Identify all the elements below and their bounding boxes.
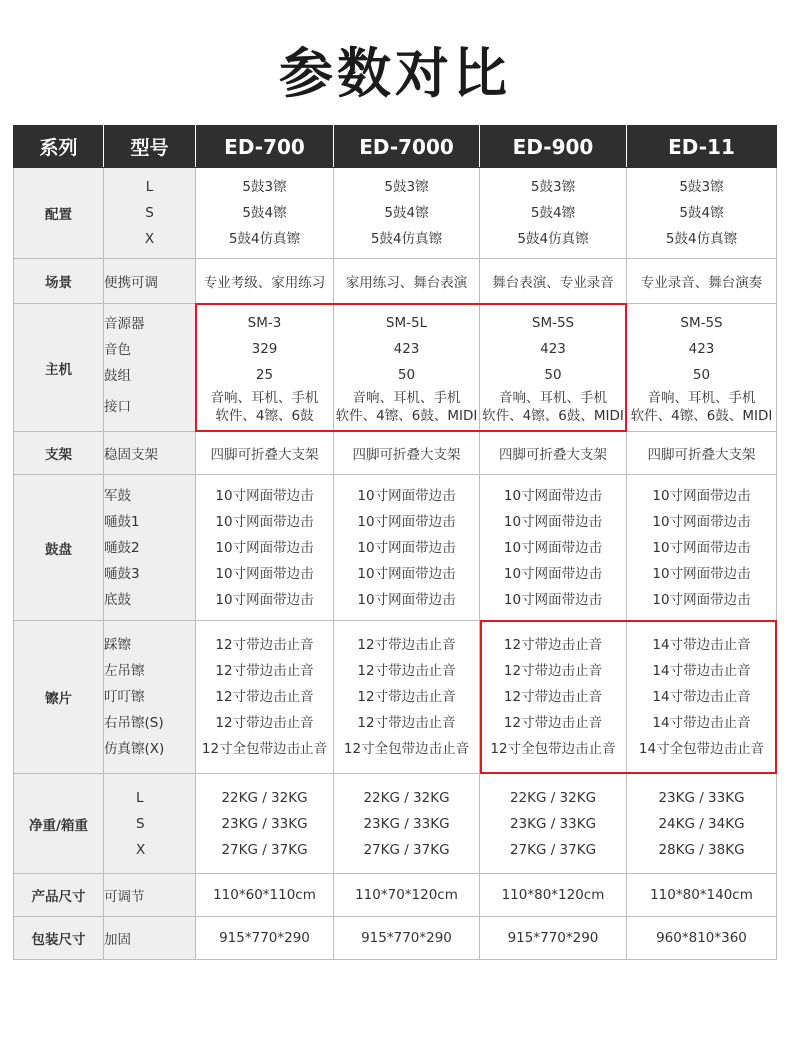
cell-main-ed900 (480, 304, 627, 432)
cell-value: 5鼓3镲 (384, 179, 429, 195)
cell-value: 10寸网面带边击 (357, 487, 456, 504)
cell-value: 423 (393, 341, 420, 357)
cell-value: 27KG / 37KG (509, 841, 597, 858)
cell-value: 14寸带边击止音 (652, 689, 751, 705)
cell-value: 12寸带边击止音 (215, 715, 314, 731)
cell-pads-ed7000 (334, 475, 480, 621)
row-cymbals (14, 621, 777, 774)
sub-cymbals (104, 621, 196, 774)
cell-value: 音响、耳机、手机 (499, 390, 607, 406)
cell-value: 14寸带边击止音 (652, 637, 751, 653)
cell-scene-ed7000: 家用练习、舞台表演 (334, 259, 480, 304)
cell-config-ed700 (196, 168, 334, 259)
cell-scene-ed700: 专业考级、家用练习 (196, 259, 334, 304)
cell-value: SM-3 (247, 315, 282, 331)
cell-value: 22KG / 32KG (221, 789, 308, 806)
cell-value: 22KG / 32KG (509, 789, 597, 806)
cell-package-ed11: 960*810*360 (627, 917, 777, 960)
cell-value: 12寸带边击止音 (357, 663, 456, 679)
sub-label: 叮叮镲 (104, 689, 145, 705)
cell-value: 14寸全包带边击止音 (638, 741, 765, 757)
cell-value: 23KG / 33KG (509, 815, 597, 832)
sub-label: 右吊镲(S) (104, 715, 164, 731)
cell-pads-ed900 (480, 475, 627, 621)
cell-value: 5鼓4镲 (679, 205, 724, 221)
page-title: 参数对比 (279, 42, 511, 105)
row-main (14, 304, 777, 432)
cell-value: 27KG / 37KG (363, 841, 450, 858)
cell-value: 10寸网面带边击 (503, 591, 603, 608)
category-size: 产品尺寸 (14, 874, 104, 917)
cell-value: 软件、4镲、6鼓、MIDI (482, 408, 624, 424)
category-package: 包装尺寸 (14, 917, 104, 960)
sub-scene: 便携可调 (104, 259, 196, 304)
cell-value: 软件、4镲、6鼓 (215, 408, 314, 424)
cell-value: 12寸带边击止音 (503, 715, 603, 731)
cell-value: SM-5L (385, 315, 428, 331)
cell-value: 22KG / 32KG (363, 789, 450, 806)
cell-weight-ed11 (627, 774, 777, 874)
sub-label: 踩镲 (104, 637, 131, 653)
sub-label: 底鼓 (104, 591, 131, 608)
sub-label: S (136, 815, 145, 832)
cell-scene-ed11: 专业录音、舞台演奏 (627, 259, 777, 304)
cell-value: 5鼓3镲 (242, 179, 287, 195)
cell-value: 329 (251, 341, 278, 357)
cell-stand-ed11: 四脚可折叠大支架 (627, 432, 777, 475)
row-pads (14, 475, 777, 621)
cell-value: 12寸带边击止音 (503, 663, 603, 679)
cell-size-ed900: 110*80*120cm (480, 874, 627, 917)
cell-value: 12寸带边击止音 (357, 715, 456, 731)
cell-value: 5鼓4仿真镲 (517, 231, 589, 247)
cell-value: 50 (544, 367, 562, 383)
cell-value: 14寸带边击止音 (652, 663, 751, 679)
cell-value: 10寸网面带边击 (215, 565, 314, 582)
sub-label: 仿真镲(X) (104, 741, 165, 757)
cell-value: 12寸带边击止音 (503, 689, 603, 705)
sub-stand: 稳固支架 (104, 432, 196, 475)
series-header: 系列 (14, 126, 104, 168)
cell-value: 10寸网面带边击 (503, 487, 603, 504)
cell-value: 10寸网面带边击 (215, 487, 314, 504)
cell-cymbals-ed900 (480, 621, 627, 774)
cell-value: SM-5S (531, 315, 575, 331)
cell-value: 27KG / 37KG (221, 841, 308, 858)
category-weight: 净重/箱重 (14, 774, 104, 874)
header-row (14, 126, 777, 168)
cell-stand-ed900: 四脚可折叠大支架 (480, 432, 627, 475)
cell-value: 音响、耳机、手机 (647, 390, 756, 406)
cell-value: 软件、4镲、6鼓、MIDI (335, 408, 478, 424)
category-scene: 场景 (14, 259, 104, 304)
cell-main-ed7000 (334, 304, 480, 432)
cell-weight-ed700 (196, 774, 334, 874)
sub-config (104, 168, 196, 259)
cell-value: 5鼓4仿真镲 (370, 231, 443, 247)
cell-value: 10寸网面带边击 (503, 513, 603, 530)
sub-label: 鼓组 (104, 367, 131, 384)
cell-value: 10寸网面带边击 (357, 591, 456, 608)
sub-label: L (145, 179, 154, 195)
row-config (14, 168, 777, 259)
cell-package-ed7000: 915*770*290 (334, 917, 480, 960)
category-pads: 鼓盘 (14, 475, 104, 621)
sub-label: 嗵鼓1 (104, 513, 140, 530)
cell-value: 14寸带边击止音 (652, 715, 751, 731)
model-header-ed7000: ED-7000 (334, 126, 480, 168)
cell-value: 10寸网面带边击 (215, 591, 314, 608)
category-stand: 支架 (14, 432, 104, 475)
spec-comparison-table (13, 125, 777, 960)
sub-label: S (145, 205, 154, 221)
cell-value: 10寸网面带边击 (357, 513, 456, 530)
cell-cymbals-ed700 (196, 621, 334, 774)
cell-value: 10寸网面带边击 (503, 539, 603, 556)
cell-package-ed700: 915*770*290 (196, 917, 334, 960)
sub-weight (104, 774, 196, 874)
sub-size: 可调节 (104, 874, 196, 917)
sub-label: X (144, 231, 155, 247)
cell-value: 5鼓4镲 (530, 205, 576, 221)
cell-value: 10寸网面带边击 (652, 513, 751, 530)
cell-cymbals-ed7000 (334, 621, 480, 774)
sub-label: X (136, 841, 146, 858)
cell-scene-ed900: 舞台表演、专业录音 (480, 259, 627, 304)
cell-value: 5鼓3镲 (530, 179, 576, 195)
category-main: 主机 (14, 304, 104, 432)
cell-value: 25 (255, 367, 274, 383)
cell-value: 软件、4镲、6鼓、MIDI (630, 408, 773, 424)
sub-label: 嗵鼓3 (104, 565, 140, 582)
cell-value: 10寸网面带边击 (357, 539, 456, 556)
cell-value: 音响、耳机、手机 (210, 390, 319, 406)
row-size (14, 874, 777, 917)
cell-main-ed11 (627, 304, 777, 432)
row-stand (14, 432, 777, 475)
cell-value: 10寸网面带边击 (652, 487, 751, 504)
cell-value: 10寸网面带边击 (652, 565, 751, 582)
cell-value: 50 (397, 367, 416, 383)
cell-config-ed7000 (334, 168, 480, 259)
cell-size-ed11: 110*80*140cm (627, 874, 777, 917)
cell-config-ed11 (627, 168, 777, 259)
cell-value: 12寸带边击止音 (357, 689, 456, 705)
row-weight (14, 774, 777, 874)
model-header-ed11: ED-11 (627, 126, 777, 168)
cell-value: SM-5S (680, 315, 723, 331)
cell-stand-ed700: 四脚可折叠大支架 (196, 432, 334, 475)
cell-value: 12寸全包带边击止音 (201, 741, 328, 757)
cell-main-ed700 (196, 304, 334, 432)
cell-value: 5鼓4仿真镲 (228, 231, 301, 247)
sub-label: L (136, 789, 144, 806)
cell-value: 50 (692, 367, 711, 383)
cell-value: 5鼓3镲 (679, 179, 724, 195)
cell-value: 12寸全包带边击止音 (490, 741, 616, 757)
cell-size-ed700: 110*60*110cm (196, 874, 334, 917)
sub-label: 左吊镲 (104, 663, 145, 679)
cell-value: 23KG / 33KG (363, 815, 450, 832)
cell-value: 12寸带边击止音 (503, 637, 603, 653)
category-config: 配置 (14, 168, 104, 259)
cell-value: 24KG / 34KG (658, 815, 745, 832)
cell-value: 12寸带边击止音 (357, 637, 456, 653)
cell-value: 10寸网面带边击 (652, 591, 751, 608)
cell-value: 23KG / 33KG (658, 789, 745, 806)
cell-value: 23KG / 33KG (221, 815, 308, 832)
cell-stand-ed7000: 四脚可折叠大支架 (334, 432, 480, 475)
cell-value: 10寸网面带边击 (215, 513, 314, 530)
model-header-ed700: ED-700 (196, 126, 334, 168)
cell-cymbals-ed11 (627, 621, 777, 774)
cell-value: 423 (688, 341, 715, 357)
model-header: 型号 (104, 126, 196, 168)
sub-package: 加固 (104, 917, 196, 960)
cell-value: 5鼓4镲 (384, 205, 429, 221)
cell-weight-ed7000 (334, 774, 480, 874)
sub-label: 音色 (104, 341, 131, 358)
sub-label: 音源器 (104, 315, 145, 332)
cell-value: 423 (540, 341, 566, 357)
cell-pads-ed11 (627, 475, 777, 621)
cell-value: 12寸带边击止音 (215, 637, 314, 653)
cell-value: 10寸网面带边击 (503, 565, 603, 582)
cell-value: 音响、耳机、手机 (352, 390, 461, 406)
cell-package-ed900: 915*770*290 (480, 917, 627, 960)
cell-value: 28KG / 38KG (658, 841, 745, 858)
sub-label: 接口 (104, 398, 131, 415)
cell-size-ed7000: 110*70*120cm (334, 874, 480, 917)
row-package (14, 917, 777, 960)
cell-value: 10寸网面带边击 (215, 539, 314, 556)
cell-pads-ed700 (196, 475, 334, 621)
sub-label: 军鼓 (104, 487, 131, 504)
cell-value: 12寸带边击止音 (215, 663, 314, 679)
cell-config-ed900 (480, 168, 627, 259)
cell-weight-ed900 (480, 774, 627, 874)
sub-label: 嗵鼓2 (104, 539, 140, 556)
row-scene (14, 259, 777, 304)
cell-value: 5鼓4镲 (242, 205, 287, 221)
cell-value: 5鼓4仿真镲 (665, 231, 738, 247)
cell-value: 12寸全包带边击止音 (343, 741, 470, 757)
cell-value: 12寸带边击止音 (215, 689, 314, 705)
cell-value: 10寸网面带边击 (357, 565, 456, 582)
cell-value: 10寸网面带边击 (652, 539, 751, 556)
model-header-ed900: ED-900 (480, 126, 627, 168)
sub-pads (104, 475, 196, 621)
sub-main (104, 304, 196, 432)
category-cymbals: 镲片 (14, 621, 104, 774)
